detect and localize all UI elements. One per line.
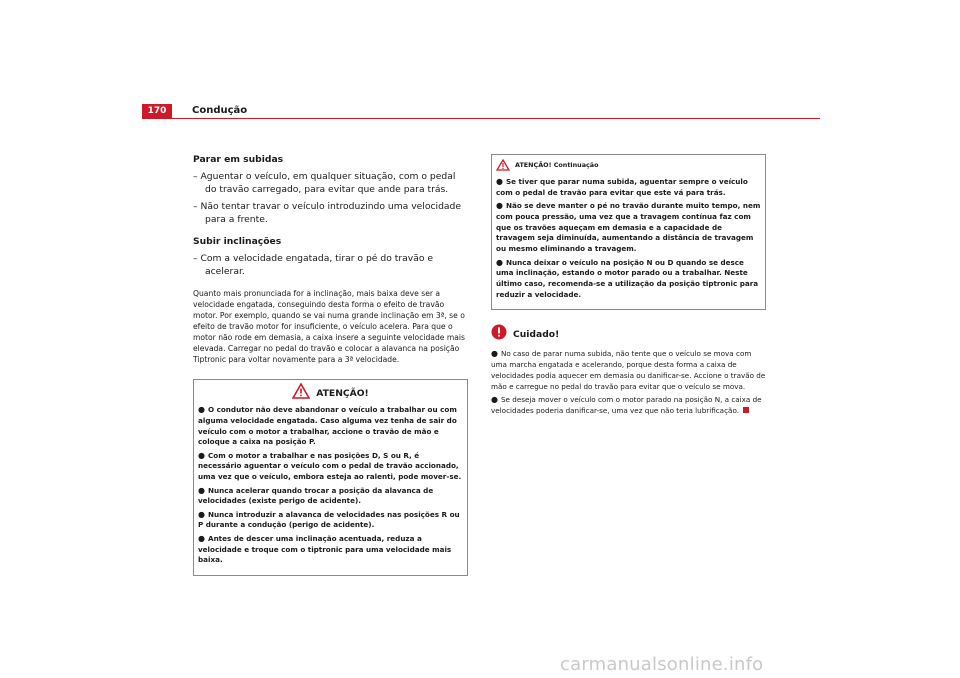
body-paragraph: Quanto mais pronunciada for a inclinação, mais baixa deve ser a velocidade engatada, conseguindo desta forma o efeito de travão motor. Por exemplo, quando se vai numa grande inclinação em 3ª, se o efeito de travão motor for insuficiente, o veículo acelera. Para que o motor não rode em demasia, a caixa insere a seguinte velocidade mais elevada. Carregar no pedal do travão e colocar a alavanca na posição Tiptronic para voltar novamente para a 3ª velocidade. xyxy=(193,289,465,364)
left-column xyxy=(193,154,468,576)
warning-item: ● Nunca acelerar quando trocar a posição da alavanca de velocidades (existe perigo de acidente). xyxy=(198,485,434,506)
warning-item: ● Não se deve manter o pé no travão durante muito tempo, nem com pouca pressão, uma vez que a travagem contínua faz com que os travões aqueçam em demasia e a capacidade de travagem seja diminuída, aumentando a distância de travagem ou mesmo eliminando a travagem. xyxy=(496,201,761,254)
warning-item: ● O condutor não deve abandonar o veículo a trabalhar ou com alguma velocidade engatada. Caso alguma vez tenha de sair do veículo com o motor a trabalhar, accione o travão de mão e coloque a caixa na posição P. xyxy=(198,405,457,447)
warning-continuation-box xyxy=(491,154,766,310)
heading-parar-em-subidas: Parar em subidas xyxy=(193,154,284,165)
step-item: – Com a velocidade engatada, tirar o pé do travão e acelerar. xyxy=(193,253,434,277)
page-number: 170 xyxy=(142,104,172,118)
warning-box xyxy=(193,379,468,576)
caution-title: Cuidado! xyxy=(513,328,560,340)
heading-subir-inclinacoes: Subir inclinações xyxy=(193,236,282,247)
exclamation-circle-icon xyxy=(491,324,507,344)
warning-triangle-icon xyxy=(292,383,310,403)
caution-item: ● Se deseja mover o veículo com o motor parado na posição N, a caixa de velocidades poderia danificar-se, uma vez que não teria lubrificação. xyxy=(491,394,762,415)
warning-item: ● Antes de descer uma inclinação acentuada, reduza a velocidade e troque com o tiptronic para uma velocidade mais baixa. xyxy=(198,533,452,565)
warning-item: ● Com o motor a trabalhar e nas posições D, S ou R, é necessário aguentar o veículo com o pedal de travão accionado, uma vez que o veículo, embora esteja ao ralenti, pode mover-se. xyxy=(198,450,462,482)
warning-continuation-header xyxy=(496,158,761,172)
warning-item: ● Nunca introduzir a alavanca de velocidades nas posições R ou P durante a condução (perigo de acidente). xyxy=(198,509,460,530)
warning-header xyxy=(198,384,463,402)
warning-item: ● Nunca deixar o veículo na posição N ou D quando se desce uma inclinação, estando o motor parado ou a trabalhar. Neste último caso, recomenda-se a utilização da posição tiptronic para reduzir a velocidade. xyxy=(496,257,759,299)
caution-header xyxy=(491,324,766,344)
warning-continuation-title: ATENÇÃO! Continuação xyxy=(515,161,599,169)
end-of-section-marker xyxy=(743,407,749,413)
warning-triangle-icon xyxy=(496,156,510,175)
section-title: Condução xyxy=(192,105,248,116)
step-item: – Aguentar o veículo, em qualquer situação, com o pedal do travão carregado, para evitar que ande para trás. xyxy=(193,171,456,195)
warning-title: ATENÇÃO! xyxy=(316,387,369,399)
watermark: carmanualsonline.info xyxy=(560,654,764,675)
caution-item: ● No caso de parar numa subida, não tente que o veículo se mova com uma marcha engatada e acelerando, porque desta forma a caixa de velocidades podia aquecer em demasia ou danificar-se. Accione o travão de mão e carregue no pedal do travão para evitar que o veículo se mova. xyxy=(491,349,766,391)
step-item: – Não tentar travar o veículo introduzindo uma velocidade para a frente. xyxy=(193,201,462,225)
warning-item: ● Se tiver que parar numa subida, aguentar sempre o veículo com o pedal de travão para evitar que este vá para trás. xyxy=(496,177,748,197)
header-rule xyxy=(142,118,820,119)
right-column xyxy=(491,154,766,419)
